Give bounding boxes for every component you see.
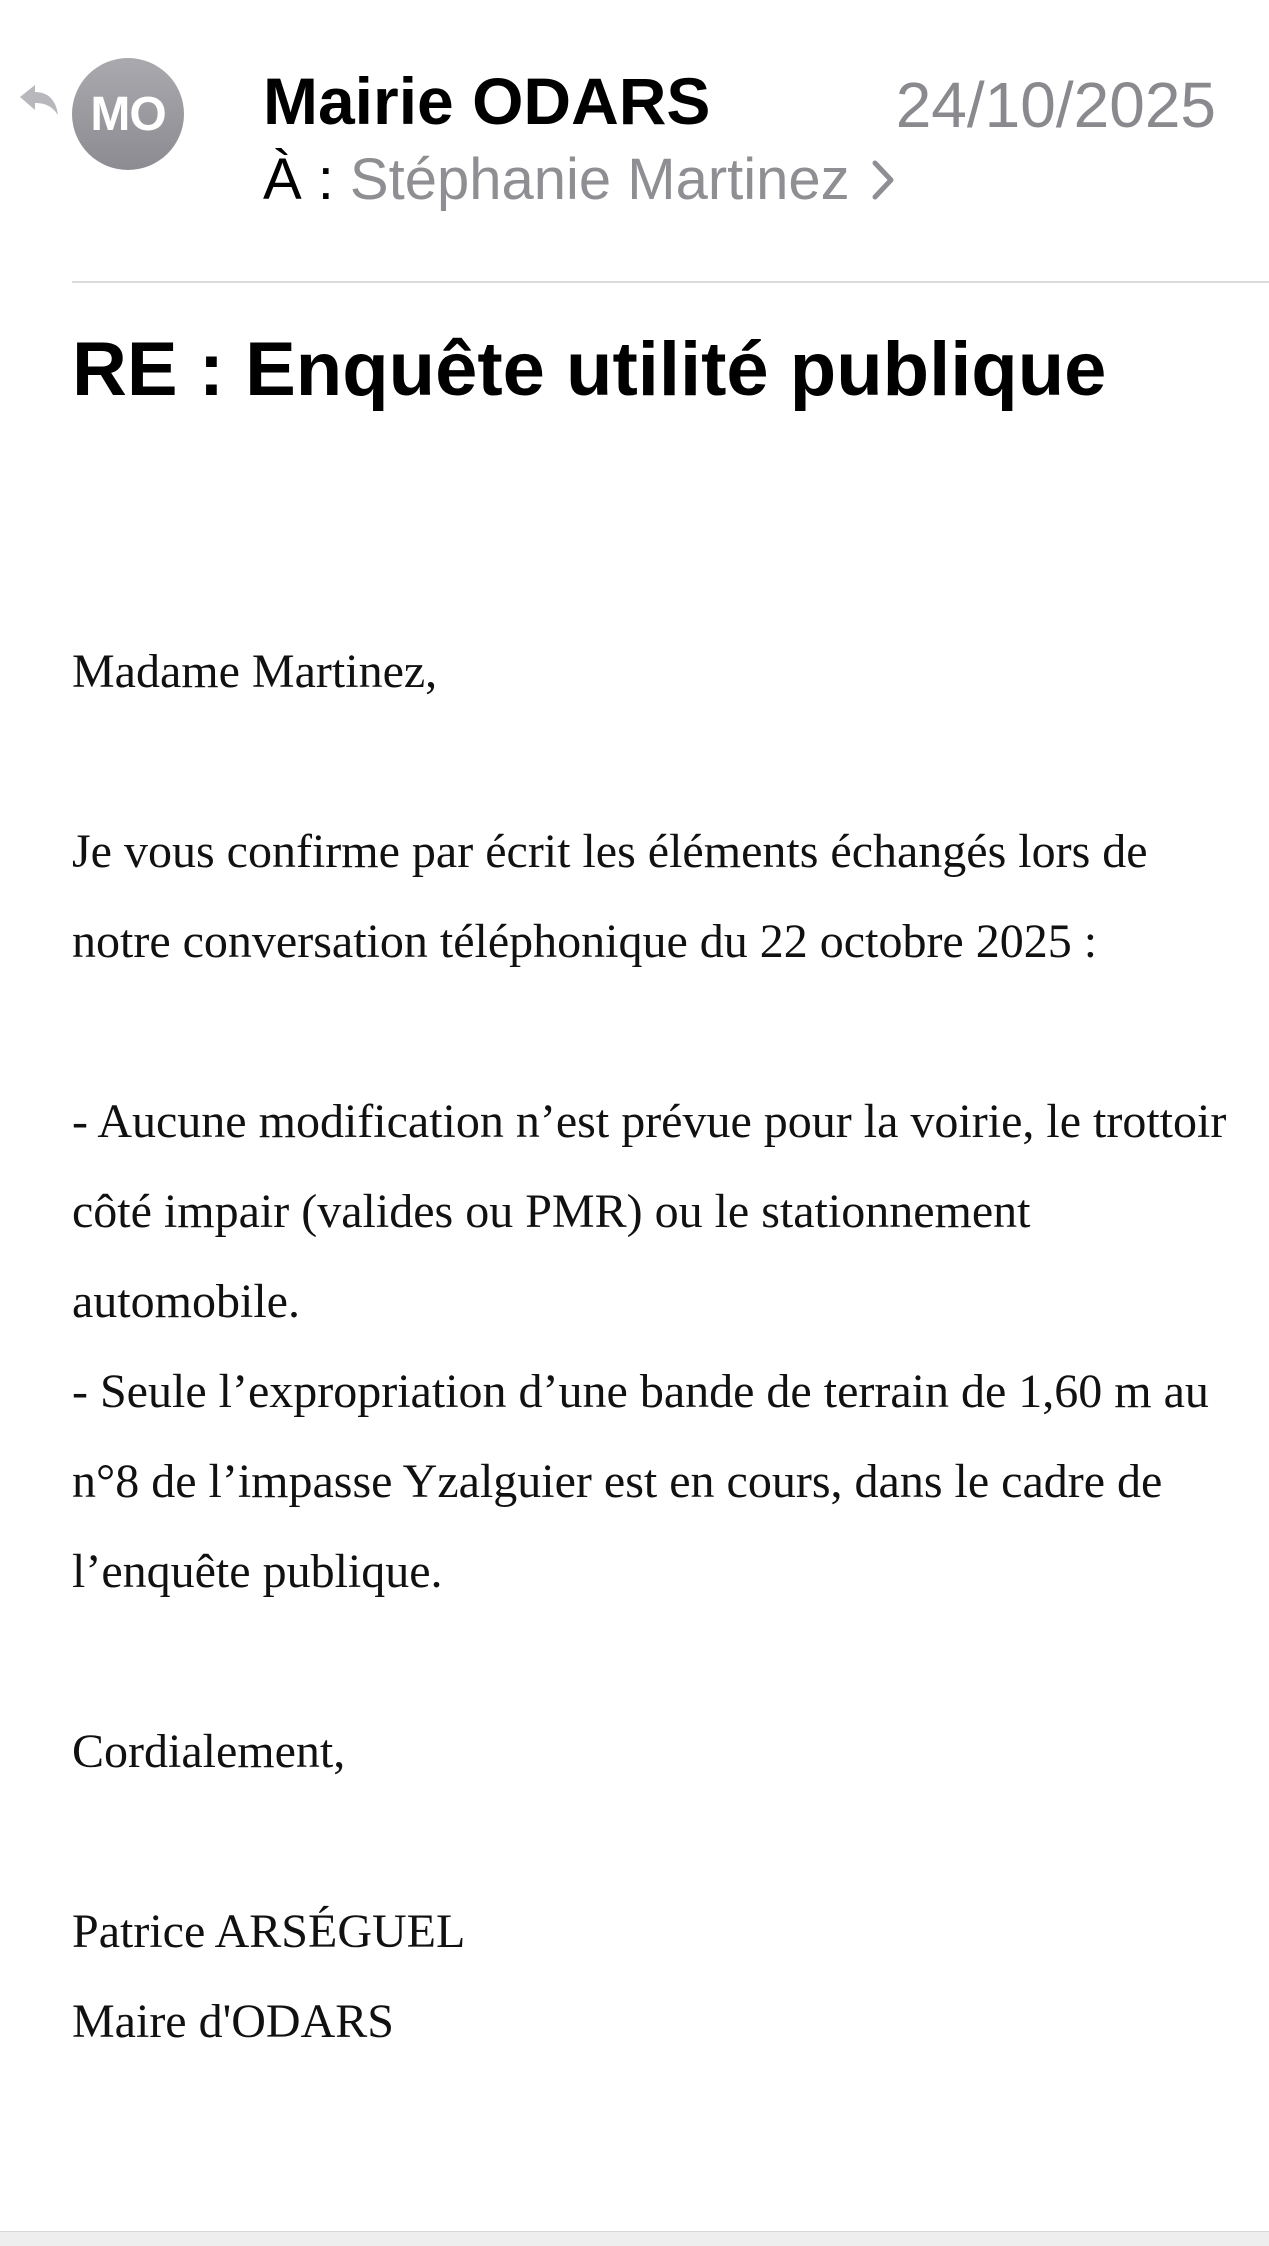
to-label: À : xyxy=(263,147,334,212)
avatar[interactable]: MO xyxy=(72,58,184,170)
bottom-edge xyxy=(0,2231,1269,2246)
message-subject: RE : Enquête utilité publique xyxy=(72,327,1107,412)
list-item: - Aucune modification n’est prévue pour la voirie, le trottoir côté impair (valides ou PMR) ou le stationnement automobile. xyxy=(72,1095,1227,1328)
reply-arrow-icon xyxy=(18,82,60,118)
message-body xyxy=(72,627,1242,2067)
recipient-name[interactable]: Stéphanie Martinez xyxy=(349,147,850,212)
message-date: 24/10/2025 xyxy=(895,69,1216,141)
list-item: - Seule l’expropriation d’une bande de terrain de 1,60 m au n°8 de l’impasse Yzalguier est en cours, dans le cadre de l’enquête publique. xyxy=(72,1365,1209,1598)
intro-paragraph: Je vous confirme par écrit les éléments échangés lors de notre conversation téléphonique du 22 octobre 2025 : xyxy=(72,825,1148,968)
sender-name[interactable]: Mairie ODARS xyxy=(263,64,711,138)
greeting: Madame Martinez, xyxy=(72,645,438,698)
chevron-right-icon[interactable] xyxy=(872,160,894,200)
signature-title: Maire d'ODARS xyxy=(72,1995,394,2048)
header-divider xyxy=(72,281,1269,283)
signature-name: Patrice ARSÉGUEL xyxy=(72,1905,466,1958)
recipient-row[interactable] xyxy=(263,140,894,220)
closing: Cordialement, xyxy=(72,1725,346,1778)
